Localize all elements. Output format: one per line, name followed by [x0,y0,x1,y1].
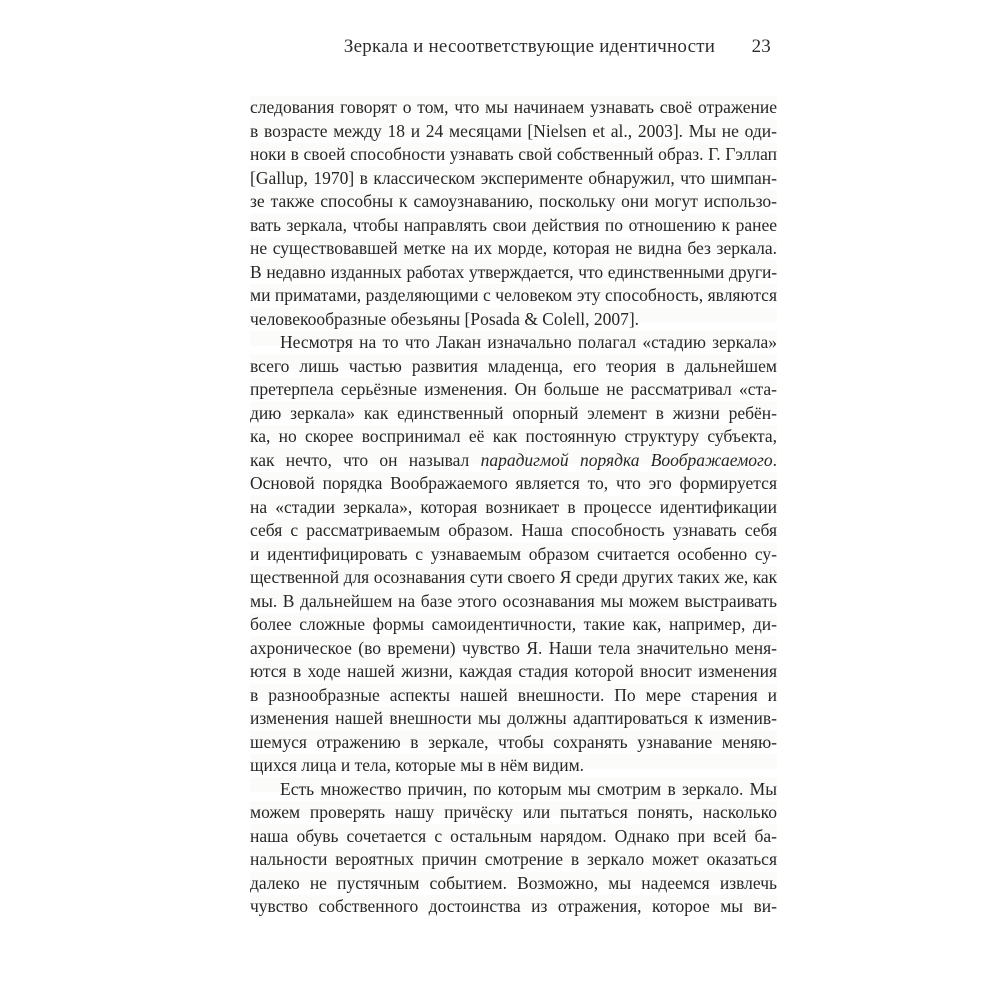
text-segment: в возрасте между 18 и 24 месяцами [Nielsen et al., 2003]. Мы не оди- [250,120,777,141]
text-segment: как нечто, что он называл [250,449,481,470]
text-line [250,331,777,355]
text-segment: щественной для осознавания сути своего Я среди других таких же, как [250,567,777,587]
text-segment: ноки в своей способности узнавать свой собственный образ. Г. Гэллап [250,144,777,164]
paragraph [250,331,777,778]
italic-phrase: парадигмой порядка Воображаемого [480,449,773,470]
text-line [250,825,777,849]
page-number: 23 [751,36,771,57]
text-segment: дию зеркала» как единственный опорный элемент в жизни ребён- [250,402,777,423]
text-segment: не существовавшей метке на их морде, которая не видна без зеркала. [250,238,777,258]
text-line [250,308,777,332]
text-segment: чувство собственного достоинства из отражения, которое мы ви- [250,896,777,916]
text-segment: на «стадии зеркала», которая возникает в процессе идентификации [250,496,777,517]
text-line [250,778,777,802]
text-line [250,96,777,120]
text-segment: нальности вероятных причин смотрение в зеркало может оказаться [250,849,777,869]
text-column [250,36,777,919]
text-segment: Есть множество причин, по которым мы смотрим в зеркало. Мы [280,778,777,799]
text-line [250,237,777,261]
text-segment: ка, но скорее воспринимал её как постоянную структуру субъекта, [250,426,777,446]
text-segment: изменения нашей внешности мы должны адаптироваться к изменив- [250,708,777,728]
text-line [250,637,777,661]
text-segment: вать зеркала, чтобы направлять свои действия по отношению к ранее [250,214,777,235]
text-segment: шемуся отражению в зеркале, чтобы сохранять узнавание меняю- [250,731,777,752]
text-segment: следования говорят о том, что мы начинаем узнавать своё отражение [250,97,777,117]
text-line [250,496,777,520]
text-line [250,120,777,144]
text-line [250,190,777,214]
text-segment: щихся лица и тела, которые мы в нём видим. [250,755,585,775]
text-line [250,378,777,402]
text-line [250,449,777,473]
text-line [250,872,777,896]
text-segment: [Gallup, 1970] в классическом эксперименте обнаружил, что шимпан- [250,167,777,188]
text-line [250,355,777,379]
text-segment: человекообразные обезьяны [Posada & Colell, 2007]. [250,308,640,329]
text-segment: претерпела серьёзные изменения. Он больше не рассматривал «ста- [250,379,777,399]
paragraph [250,778,777,919]
text-segment: ахроническое (во времени) чувство Я. Наши тела значительно меня- [250,637,777,658]
text-line [250,801,777,825]
text-segment: себя с рассматриваемым образом. Наша способность узнавать себя [250,520,777,540]
text-line [250,707,777,731]
text-line [250,284,777,308]
text-line [250,590,777,614]
text-segment: ются в ходе нашей жизни, каждая стадия которой вносит изменения [250,661,777,681]
running-head-title: Зеркала и несоответствующие идентичности [343,36,716,57]
text-line [250,543,777,567]
text-segment: всего лишь частью развития младенца, его теория в дальнейшем [250,355,777,376]
running-head [250,36,777,60]
text-segment: и идентифицировать с узнаваемым образом считается особенно су- [250,543,777,564]
text-line [250,472,777,496]
text-segment: мы. В дальнейшем на базе этого осознавания мы можем выстраивать [250,590,777,611]
text-line [250,895,777,919]
text-line [250,425,777,449]
text-segment: можем проверять нашу причёску или пытаться понять, насколько [250,802,777,822]
text-segment: далеко не пустячным событием. Возможно, мы надеемся извлечь [250,872,777,893]
text-line [250,167,777,191]
text-segment: В недавно изданных работах утверждается, что единственными други- [250,261,777,282]
text-line [250,566,777,590]
text-segment: Несмотря на то что Лакан изначально полагал «стадию зеркала» [280,332,777,352]
text-line [250,660,777,684]
text-segment: более сложные формы самоидентичности, такие как, например, ди- [250,614,777,634]
text-segment: зе также способны к самоузнаванию, поскольку они могут использо- [250,191,777,211]
text-line [250,214,777,238]
paragraph [250,96,777,331]
text-segment: в разнообразные аспекты нашей внешности. По мере старения и [250,684,777,705]
text-line [250,143,777,167]
text-segment: наша обувь сочетается с остальным нарядом. Однако при всей ба- [250,825,777,846]
text-line [250,731,777,755]
body-text [250,96,777,919]
text-segment: . [772,449,777,470]
text-line [250,519,777,543]
text-segment: ми приматами, разделяющими с человеком эту способность, являются [250,285,777,305]
text-line [250,754,777,778]
text-line [250,402,777,426]
text-line [250,684,777,708]
text-line [250,848,777,872]
text-line [250,613,777,637]
text-line [250,261,777,285]
text-segment: Основой порядка Воображаемого является то, что эго формируется [250,473,777,493]
